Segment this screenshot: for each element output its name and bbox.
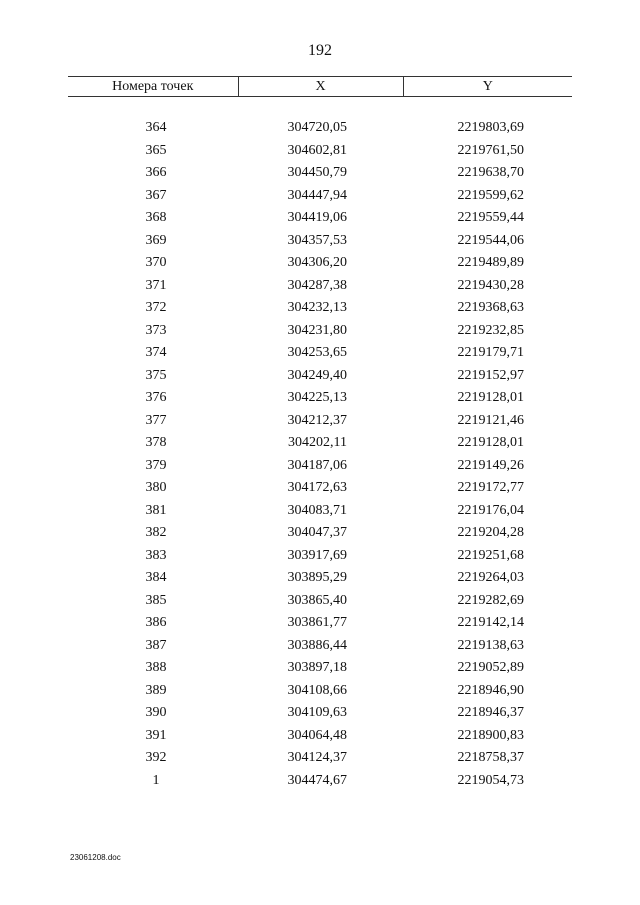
x-coordinate-cell: 304232,13 — [287, 300, 347, 315]
table-row — [68, 702, 572, 725]
y-coordinate-cell: 2219761,50 — [457, 142, 524, 158]
x-coordinate-cell: 304047,37 — [287, 525, 347, 540]
point-number-cell: 377 — [145, 412, 167, 428]
y-coordinate-cell: 2219172,77 — [457, 480, 524, 495]
y-coordinate-cell: 2219128,01 — [457, 390, 524, 405]
point-number-cell: 391 — [145, 727, 167, 743]
point-number-cell: 372 — [145, 300, 167, 315]
point-number-cell: 365 — [145, 142, 167, 158]
y-coordinate-cell: 2219204,28 — [457, 525, 524, 540]
point-number-cell: 379 — [145, 457, 167, 473]
table-row — [68, 252, 572, 275]
point-number-cell: 375 — [145, 367, 167, 383]
y-coordinate-cell: 2219176,04 — [457, 502, 524, 518]
header-x: X — [238, 77, 403, 97]
y-coordinate-cell: 2219149,26 — [457, 457, 524, 473]
y-coordinate-cell: 2218900,83 — [457, 727, 524, 743]
point-number-cell: 367 — [145, 187, 167, 203]
table-header — [68, 77, 572, 97]
x-coordinate-cell: 304231,80 — [287, 322, 347, 338]
y-coordinate-cell: 2219599,62 — [457, 187, 524, 203]
table-row — [68, 410, 572, 433]
x-coordinate-cell: 304202,11 — [288, 435, 347, 450]
table-row — [68, 657, 572, 680]
point-number-cell: 383 — [145, 547, 167, 563]
table-row — [68, 590, 572, 613]
y-coordinate-cell: 2219054,73 — [457, 772, 524, 788]
point-number-cell: 386 — [145, 615, 167, 630]
table-row — [68, 500, 572, 523]
x-coordinate-cell: 304225,13 — [287, 390, 347, 405]
table-row — [68, 455, 572, 478]
table-row — [68, 635, 572, 658]
x-coordinate-cell: 303897,18 — [287, 660, 347, 675]
point-number-cell: 378 — [145, 435, 167, 450]
x-coordinate-cell: 304108,66 — [287, 682, 347, 698]
table-header-row — [68, 77, 572, 97]
x-coordinate-cell: 304064,48 — [287, 727, 347, 743]
y-coordinate-cell: 2219368,63 — [457, 300, 524, 315]
x-coordinate-cell: 304287,38 — [287, 277, 347, 293]
x-coordinate-cell: 303865,40 — [287, 592, 347, 608]
x-coordinate-cell: 304419,06 — [287, 210, 347, 225]
point-number-cell: 384 — [145, 570, 167, 585]
x-coordinate-cell: 304306,20 — [287, 255, 347, 270]
y-coordinate-cell: 2218946,90 — [457, 682, 524, 698]
table-row — [68, 140, 572, 163]
y-coordinate-cell: 2219152,97 — [457, 367, 524, 383]
table-row — [68, 477, 572, 500]
y-coordinate-cell: 2219430,28 — [457, 277, 524, 293]
y-coordinate-cell: 2219052,89 — [457, 660, 524, 675]
table-row — [68, 320, 572, 343]
table-row — [68, 545, 572, 568]
point-number-cell: 374 — [145, 345, 167, 360]
point-number-cell: 1 — [152, 772, 160, 788]
y-coordinate-cell: 2219121,46 — [457, 412, 524, 428]
y-coordinate-cell: 2218946,37 — [457, 705, 524, 720]
table-row — [68, 680, 572, 703]
x-coordinate-cell: 303895,29 — [287, 570, 347, 585]
page-number: 192 — [308, 42, 332, 59]
point-number-cell: 389 — [145, 682, 167, 698]
y-coordinate-cell: 2219559,44 — [457, 210, 524, 225]
x-coordinate-cell: 304187,06 — [287, 457, 347, 473]
table-row — [68, 387, 572, 410]
x-coordinate-cell: 303917,69 — [287, 547, 347, 563]
table-row — [68, 162, 572, 185]
x-coordinate-cell: 304447,94 — [287, 187, 347, 203]
point-number-cell: 385 — [145, 592, 167, 608]
footer-file-code: 23061208.doc — [70, 853, 121, 862]
y-coordinate-cell: 2219251,68 — [457, 547, 524, 563]
point-number-cell: 382 — [145, 525, 167, 540]
point-number-cell: 364 — [145, 120, 167, 135]
x-coordinate-cell: 304172,63 — [287, 480, 347, 495]
table-row — [68, 342, 572, 365]
x-coordinate-cell: 304249,40 — [287, 367, 347, 383]
header-y: Y — [403, 77, 572, 97]
x-coordinate-cell: 304720,05 — [287, 120, 347, 135]
y-coordinate-cell: 2219489,89 — [457, 255, 524, 270]
table-spacer-row — [68, 97, 572, 118]
coordinates-table — [68, 76, 572, 792]
point-number-cell: 390 — [145, 705, 167, 720]
x-coordinate-cell: 304253,65 — [287, 345, 347, 360]
y-coordinate-cell: 2219638,70 — [457, 165, 524, 180]
y-coordinate-cell: 2219128,01 — [457, 435, 524, 450]
table-row — [68, 297, 572, 320]
y-coordinate-cell: 2219803,69 — [457, 120, 524, 135]
table-row — [68, 567, 572, 590]
x-coordinate-cell: 303861,77 — [287, 615, 347, 630]
table-row — [68, 117, 572, 140]
table-row — [68, 275, 572, 298]
y-coordinate-cell: 2219138,63 — [457, 637, 524, 653]
y-coordinate-cell: 2219232,85 — [457, 322, 524, 338]
table-row — [68, 230, 572, 253]
x-coordinate-cell: 303886,44 — [287, 637, 347, 653]
x-coordinate-cell: 304083,71 — [287, 502, 347, 518]
x-coordinate-cell: 304357,53 — [287, 232, 347, 248]
y-coordinate-cell: 2218758,37 — [457, 750, 524, 765]
point-number-cell: 369 — [145, 232, 167, 248]
point-number-cell: 368 — [145, 210, 167, 225]
point-number-cell: 381 — [145, 502, 167, 518]
point-number-cell: 387 — [145, 637, 167, 653]
header-point-number: Номера точек — [68, 77, 238, 97]
table-row — [68, 725, 572, 748]
table-row — [68, 432, 572, 455]
table-row — [68, 365, 572, 388]
point-number-cell: 370 — [145, 255, 167, 270]
table-row — [68, 747, 572, 770]
y-coordinate-cell: 2219544,06 — [457, 232, 524, 248]
point-number-cell: 371 — [145, 277, 167, 293]
x-coordinate-cell: 304450,79 — [287, 165, 347, 180]
point-number-cell: 392 — [145, 750, 167, 765]
table-row — [68, 522, 572, 545]
x-coordinate-cell: 304602,81 — [287, 142, 347, 158]
y-coordinate-cell: 2219179,71 — [457, 345, 524, 360]
x-coordinate-cell: 304474,67 — [287, 772, 347, 788]
x-coordinate-cell: 304212,37 — [287, 412, 347, 428]
y-coordinate-cell: 2219142,14 — [457, 615, 524, 630]
point-number-cell: 366 — [145, 165, 167, 180]
x-coordinate-cell: 304109,63 — [287, 705, 347, 720]
point-number-cell: 388 — [145, 660, 167, 675]
table-row — [68, 612, 572, 635]
table-body — [68, 97, 572, 793]
y-coordinate-cell: 2219282,69 — [457, 592, 524, 608]
table-row — [68, 185, 572, 208]
y-coordinate-cell: 2219264,03 — [457, 570, 524, 585]
table-row — [68, 770, 572, 793]
point-number-cell: 380 — [145, 480, 167, 495]
x-coordinate-cell: 304124,37 — [287, 750, 347, 765]
point-number-cell: 373 — [145, 322, 167, 338]
table-row — [68, 207, 572, 230]
point-number-cell: 376 — [145, 390, 167, 405]
